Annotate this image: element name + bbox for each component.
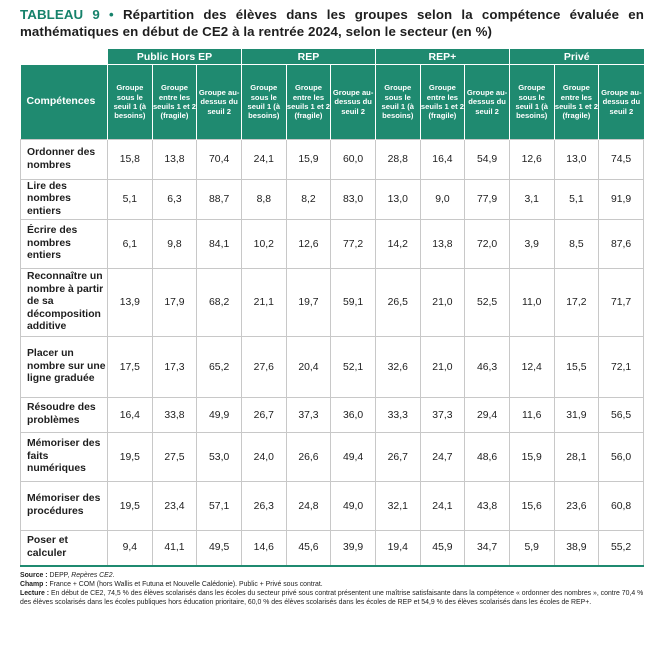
value-cell: 38,9 [554,531,599,566]
value-cell: 32,1 [375,482,420,531]
value-cell: 27,6 [241,337,286,398]
value-cell: 56,0 [599,433,644,482]
value-cell: 83,0 [331,180,376,220]
value-cell: 5,1 [554,180,599,220]
title-text: Répartition des élèves dans les groupes selon la compétence évaluée en mathématiques en début de CE2 à la rentrée 2024, selon le secteur (en %) [20,7,644,39]
value-cell: 24,8 [286,482,331,531]
value-cell: 55,2 [599,531,644,566]
value-cell: 29,4 [465,398,510,433]
value-cell: 12,4 [509,337,554,398]
data-table [20,49,644,567]
subgroup-header: Groupe entre les seuils 1 et 2 (fragile) [286,65,331,140]
value-cell: 11,0 [509,269,554,337]
value-cell: 9,0 [420,180,465,220]
table-row [21,398,644,433]
value-cell: 72,1 [599,337,644,398]
table-row [21,482,644,531]
value-cell: 9,4 [108,531,153,566]
value-cell: 23,6 [554,482,599,531]
value-cell: 16,4 [420,140,465,180]
subheader-row [21,65,644,140]
value-cell: 37,3 [286,398,331,433]
value-cell: 74,5 [599,140,644,180]
value-cell: 37,3 [420,398,465,433]
competence-label: Reconnaître un nombre à partir de sa décomposition additive [21,269,108,337]
value-cell: 24,1 [420,482,465,531]
table-row [21,337,644,398]
value-cell: 6,3 [152,180,197,220]
value-cell: 54,9 [465,140,510,180]
value-cell: 17,9 [152,269,197,337]
value-cell: 10,2 [241,220,286,269]
value-cell: 53,0 [197,433,242,482]
competences-header: Compétences [21,65,108,140]
table-row [21,433,644,482]
value-cell: 16,4 [108,398,153,433]
title-bullet: • [109,7,114,22]
value-cell: 8,5 [554,220,599,269]
value-cell: 27,5 [152,433,197,482]
value-cell: 33,3 [375,398,420,433]
header-corner [21,49,108,65]
value-cell: 13,9 [108,269,153,337]
value-cell: 17,5 [108,337,153,398]
value-cell: 49,0 [331,482,376,531]
value-cell: 15,9 [509,433,554,482]
value-cell: 41,1 [152,531,197,566]
value-cell: 20,4 [286,337,331,398]
competence-label: Ordonner des nombres [21,140,108,180]
value-cell: 60,0 [331,140,376,180]
table-number: TABLEAU 9 [20,7,100,22]
value-cell: 39,9 [331,531,376,566]
value-cell: 26,6 [286,433,331,482]
subgroup-header: Groupe sous le seuil 1 (à besoins) [509,65,554,140]
subgroup-header: Groupe sous le seuil 1 (à besoins) [241,65,286,140]
value-cell: 49,9 [197,398,242,433]
value-cell: 5,9 [509,531,554,566]
value-cell: 52,1 [331,337,376,398]
value-cell: 11,6 [509,398,554,433]
value-cell: 17,2 [554,269,599,337]
value-cell: 59,1 [331,269,376,337]
value-cell: 46,3 [465,337,510,398]
value-cell: 88,7 [197,180,242,220]
group-header: REP+ [375,49,509,65]
value-cell: 5,1 [108,180,153,220]
subgroup-header: Groupe au-dessus du seuil 2 [197,65,242,140]
value-cell: 19,5 [108,433,153,482]
value-cell: 71,7 [599,269,644,337]
competence-label: Écrire des nombres entiers [21,220,108,269]
value-cell: 65,2 [197,337,242,398]
value-cell: 21,0 [420,269,465,337]
champ-note: Champ : France + COM (hors Wallis et Futuna et Nouvelle Calédonie). Public + Privé sous contrat. [20,580,323,588]
value-cell: 91,9 [599,180,644,220]
value-cell: 56,5 [599,398,644,433]
value-cell: 14,2 [375,220,420,269]
value-cell: 8,8 [241,180,286,220]
value-cell: 84,1 [197,220,242,269]
value-cell: 13,8 [152,140,197,180]
competence-label: Lire des nombres entiers [21,180,108,220]
table-title [20,6,644,40]
table-row [21,220,644,269]
value-cell: 26,7 [241,398,286,433]
source-note: Source : DEPP, Repères CE2. [20,571,115,579]
value-cell: 17,3 [152,337,197,398]
value-cell: 3,9 [509,220,554,269]
value-cell: 15,5 [554,337,599,398]
value-cell: 45,6 [286,531,331,566]
value-cell: 28,8 [375,140,420,180]
value-cell: 15,6 [509,482,554,531]
value-cell: 3,1 [509,180,554,220]
subgroup-header: Groupe sous le seuil 1 (à besoins) [108,65,153,140]
value-cell: 31,9 [554,398,599,433]
value-cell: 23,4 [152,482,197,531]
value-cell: 72,0 [465,220,510,269]
value-cell: 13,0 [375,180,420,220]
value-cell: 21,0 [420,337,465,398]
value-cell: 32,6 [375,337,420,398]
value-cell: 24,7 [420,433,465,482]
table-row [21,180,644,220]
value-cell: 13,8 [420,220,465,269]
value-cell: 60,8 [599,482,644,531]
value-cell: 48,6 [465,433,510,482]
competence-label: Mémoriser des procédures [21,482,108,531]
value-cell: 26,5 [375,269,420,337]
value-cell: 12,6 [286,220,331,269]
value-cell: 15,9 [286,140,331,180]
value-cell: 68,2 [197,269,242,337]
group-header-row [21,49,644,65]
value-cell: 8,2 [286,180,331,220]
subgroup-header: Groupe sous le seuil 1 (à besoins) [375,65,420,140]
lecture-note: Lecture : En début de CE2, 74,5 % des élèves scolarisés dans les écoles du secteur privé sous contrat présentent une maîtrise satisfaisante dans la compétence « ordonner des nombres », contre 70,4 % des élèves scolarisés dans les écoles publiques hors éducation prioritaire, 60,0 % des élèves scolarisés dans les écoles de REP et 54,9 % des élèves scolarisés dans les écoles de REP+. [20,589,644,606]
competence-label: Résoudre des problèmes [21,398,108,433]
competence-label: Mémoriser des faits numériques [21,433,108,482]
competence-label: Poser et calculer [21,531,108,566]
value-cell: 87,6 [599,220,644,269]
value-cell: 57,1 [197,482,242,531]
value-cell: 34,7 [465,531,510,566]
value-cell: 33,8 [152,398,197,433]
value-cell: 26,3 [241,482,286,531]
value-cell: 9,8 [152,220,197,269]
value-cell: 28,1 [554,433,599,482]
value-cell: 19,7 [286,269,331,337]
value-cell: 26,7 [375,433,420,482]
subgroup-header: Groupe entre les seuils 1 et 2 (fragile) [420,65,465,140]
value-cell: 70,4 [197,140,242,180]
group-header: Public Hors EP [108,49,242,65]
value-cell: 14,6 [241,531,286,566]
value-cell: 24,1 [241,140,286,180]
table-row [21,531,644,566]
value-cell: 36,0 [331,398,376,433]
value-cell: 24,0 [241,433,286,482]
value-cell: 49,5 [197,531,242,566]
value-cell: 19,5 [108,482,153,531]
table-row [21,140,644,180]
subgroup-header: Groupe au-dessus du seuil 2 [465,65,510,140]
value-cell: 12,6 [509,140,554,180]
table-body [21,140,644,566]
group-header: REP [241,49,375,65]
subgroup-header: Groupe au-dessus du seuil 2 [599,65,644,140]
value-cell: 6,1 [108,220,153,269]
value-cell: 15,8 [108,140,153,180]
value-cell: 13,0 [554,140,599,180]
value-cell: 77,2 [331,220,376,269]
value-cell: 49,4 [331,433,376,482]
value-cell: 45,9 [420,531,465,566]
value-cell: 77,9 [465,180,510,220]
competence-label: Placer un nombre sur une ligne graduée [21,337,108,398]
value-cell: 19,4 [375,531,420,566]
table-row [21,269,644,337]
table-notes [20,571,644,607]
value-cell: 52,5 [465,269,510,337]
value-cell: 43,8 [465,482,510,531]
subgroup-header: Groupe entre les seuils 1 et 2 (fragile) [554,65,599,140]
value-cell: 21,1 [241,269,286,337]
subgroup-header: Groupe au-dessus du seuil 2 [331,65,376,140]
subgroup-header: Groupe entre les seuils 1 et 2 (fragile) [152,65,197,140]
group-header: Privé [509,49,643,65]
